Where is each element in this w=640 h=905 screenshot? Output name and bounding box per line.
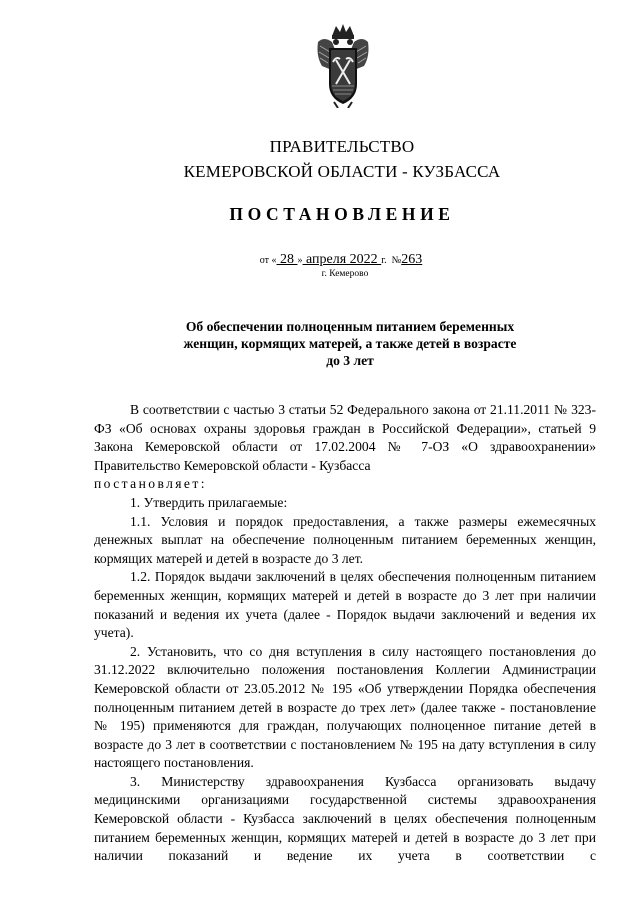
document-number-label: №: [391, 255, 402, 266]
date-year-suffix: г.: [381, 255, 387, 266]
body-paragraph-1: 1. Утвердить прилагаемые:: [130, 494, 288, 510]
document-city: г. Кемерово: [321, 269, 369, 279]
subject-line1: Об обеспечении полноценным питанием беременных: [185, 319, 515, 334]
date-month-year: апреля 2022: [302, 252, 382, 267]
document-date-line: [0, 252, 640, 268]
government-name-line1: ПРАВИТЕЛЬСТВО: [269, 137, 415, 156]
body-paragraph-3: 3. Министерству здравоохранения Кузбасса организовать выдачу медицинскими организациями государственной системы здравоохранения Кемеровской области - Кузбасса заключений в целях обеспечения полноценным питанием беременных женщин, кормящих матерей и детей в возрасте до 3 лет при наличии показаний и ведение их учета в соответствии с: [94, 773, 596, 864]
document-number: 263: [401, 252, 423, 267]
date-day: 28: [276, 252, 298, 267]
body-intro-paragraph: [94, 401, 596, 494]
body-paragraph-2: 2. Установить, что со дня вступления в силу настоящего постановления до 31.12.2022 включительно положения постановления Коллегии Администрации Кемеровской области от 23.05.2012 № 195 «Об утверждении Порядка обеспечения полноценным питанием детей в возрасте до трех лет» (далее также - постановление № 195) применяются для граждан, получающих полноценное питание детей в возрасте до 3 лет в соответствии с постановлением № 195 на дату вступления в силу настоящего постановления.: [94, 643, 596, 771]
body-paragraph-1-1: 1.1. Условия и порядок предоставления, а также размеры ежемесячных денежных выплат на обеспечение полноценным питанием беременных женщин, кормящих матерей и детей в возрасте до 3 лет.: [94, 513, 596, 566]
date-prefix: от «: [259, 255, 277, 266]
government-name-line2: КЕМЕРОВСКОЙ ОБЛАСТИ - КУЗБАССА: [183, 162, 501, 181]
decree-word: постановляет:: [94, 476, 207, 492]
subject-line2: женщин, кормящих матерей, а также детей в возрасте: [183, 336, 517, 351]
subject-line3: до 3 лет: [326, 353, 374, 368]
body-intro: В соответствии с частью 3 статьи 52 Федерального закона от 21.11.2011 № 323-ФЗ «Об основах охраны здоровья граждан в Российской Федерации», статьей 9 Закона Кемеровской области от 17.02.2004 № 7-ОЗ «О здравоохранении» Правительство Кемеровской области - Кузбасса: [94, 402, 596, 473]
document-subject: [150, 318, 550, 369]
document-type-title: ПОСТАНОВЛЕНИЕ: [229, 204, 455, 224]
date-quote-close: »: [297, 255, 303, 266]
document-body: [94, 401, 596, 866]
kuzbass-coat-of-arms-icon: [314, 22, 372, 108]
body-paragraph-1-2: 1.2. Порядок выдачи заключений в целях обеспечения полноценным питанием беременных женщин, кормящих матерей и детей в возрасте до 3 лет при наличии показаний и ведения их учета (далее - Порядок выдачи заключений и ведения их учета).: [94, 569, 596, 641]
